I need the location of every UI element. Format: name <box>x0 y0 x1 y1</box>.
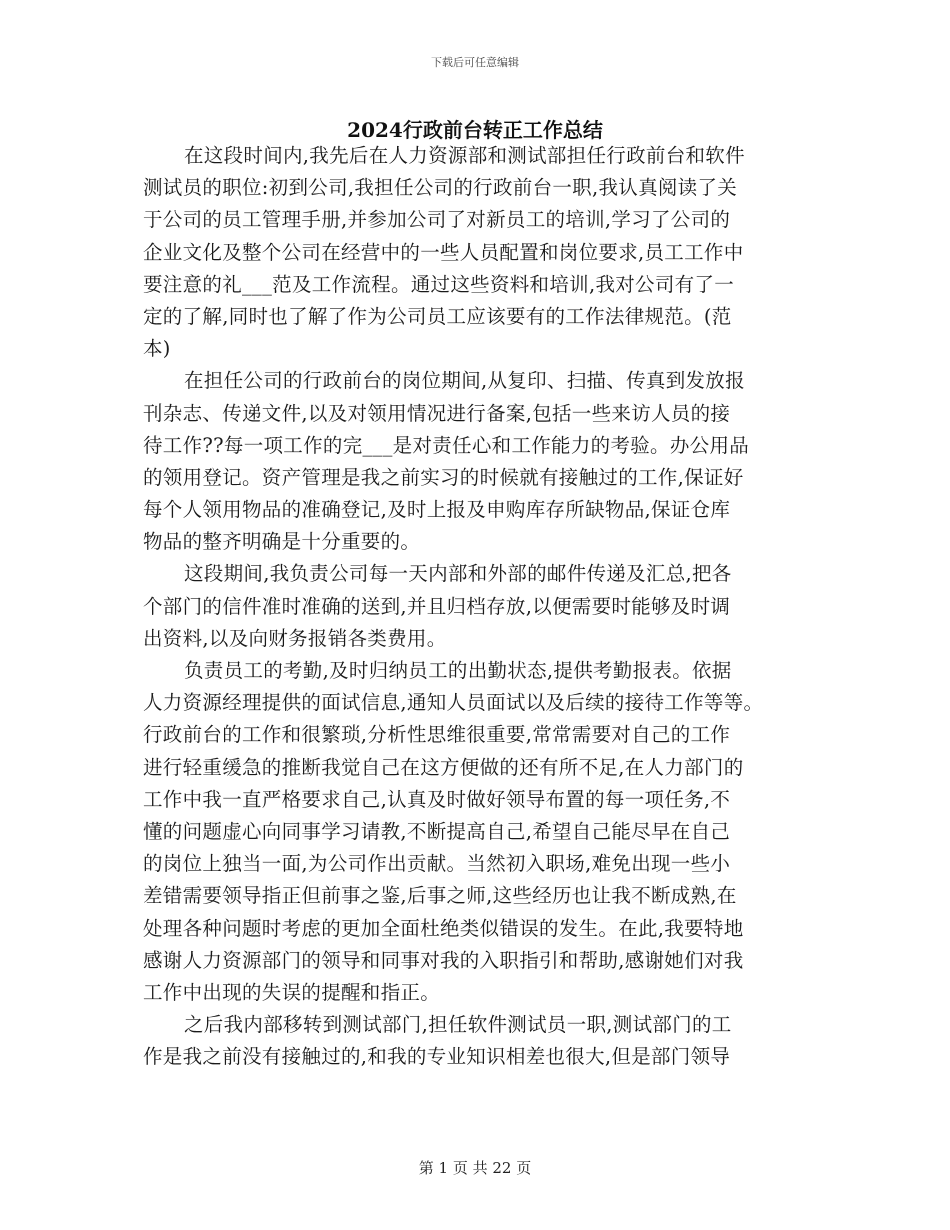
body-line: 工作中我一直严格要求自己,认真及时做好领导布置的每一项任务,不 <box>143 787 731 811</box>
body-line: 待工作??每一项工作的完___是对责任心和工作能力的考验。办公用品 <box>143 433 750 457</box>
body-line: 本) <box>143 337 171 361</box>
body-line: 物品的整齐明确是十分重要的。 <box>143 530 421 554</box>
body-line: 工作中出现的失误的提醒和指正。 <box>143 980 441 1004</box>
body-line: 感谢人力资源部门的领导和同事对我的入职指引和帮助,感谢她们对我 <box>143 948 744 972</box>
body-line: 出资料,以及向财务报销各类费用。 <box>143 626 447 650</box>
body-line: 在这段时间内,我先后在人力资源部和测试部担任行政前台和软件 <box>184 144 745 167</box>
body-line: 作是我之前没有接触过的,和我的专业知识相差也很大,但是部门领导 <box>143 1045 731 1069</box>
body-line: 在担任公司的行政前台的岗位期间,从复印、扫描、传真到发放报 <box>184 369 745 393</box>
body-line: 的领用登记。资产管理是我之前实习的时候就有接触过的工作,保证好 <box>143 465 744 489</box>
body-line: 于公司的员工管理手册,并参加公司了对新员工的培训,学习了公司的 <box>143 208 731 232</box>
body-line: 每个人领用物品的准确登记,及时上报及申购库存所缺物品,保证仓库 <box>143 498 731 522</box>
page-number-footer: 第 1 页 共 22 页 <box>418 1159 532 1177</box>
body-line: 差错需要领导指正但前事之鉴,后事之师,这些经历也让我不断成熟,在 <box>143 884 737 908</box>
document-title: 2024行政前台转正工作总结 <box>347 118 603 142</box>
body-line: 人力资源经理提供的面试信息,通知人员面试以及后续的接待工作等等。 <box>143 691 764 715</box>
body-line: 企业文化及整个公司在经营中的一些人员配置和岗位要求,员工工作中 <box>143 240 744 264</box>
body-line: 负责员工的考勤,及时归纳员工的出勤状态,提供考勤报表。依据 <box>184 659 732 682</box>
body-line: 行政前台的工作和很繁琐,分析性思维很重要,常常需要对自己的工作 <box>143 723 731 747</box>
page-header-note: 下载后可任意编辑 <box>431 56 519 69</box>
body-line: 之后我内部移转到测试部门,担任软件测试员一职,测试部门的工 <box>184 1013 732 1037</box>
document-body <box>143 140 808 1073</box>
body-line: 测试员的职位:初到公司,我担任公司的行政前台一职,我认真阅读了关 <box>143 176 738 200</box>
body-line: 个部门的信件准时准确的送到,并且归档存放,以便需要时能够及时调 <box>143 594 731 618</box>
body-line: 定的了解,同时也了解了作为公司员工应该要有的工作法律规范。(范 <box>143 304 732 328</box>
body-line: 刊杂志、传递文件,以及对领用情况进行备案,包括一些来访人员的接 <box>143 401 731 425</box>
body-line: 处理各种问题时考虑的更加全面杜绝类似错误的发生。在此,我要特地 <box>143 916 744 940</box>
body-line: 进行轻重缓急的推断我觉自己在这方便做的还有所不足,在人力部门的 <box>143 755 744 779</box>
body-line: 这段期间,我负责公司每一天内部和外部的邮件传递及汇总,把各 <box>184 562 732 586</box>
body-line: 懂的问题虚心向同事学习请教,不断提高自己,希望自己能尽早在自己 <box>143 819 731 843</box>
body-line: 的岗位上独当一面,为公司作出贡献。当然初入职场,难免出现一些小 <box>143 852 731 876</box>
body-line: 要注意的礼___范及工作流程。通过这些资料和培训,我对公司有了一 <box>143 272 735 296</box>
